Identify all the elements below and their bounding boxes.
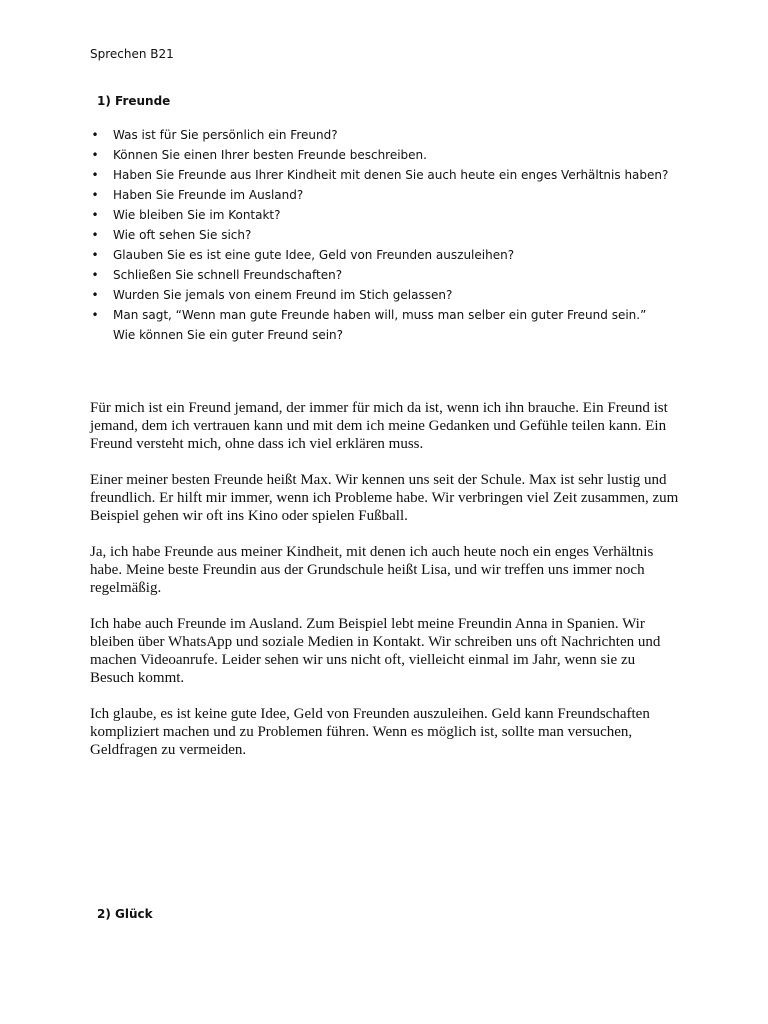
answer-paragraph: Ich habe auch Freunde im Ausland. Zum Beispiel lebt meine Freundin Anna in Spanien. Wir bleiben über WhatsApp und soziale Medien in Kontakt. Wir schreiben uns oft Nachrichten und machen Videoanrufe. Leider sehen wir uns nicht oft, vielleicht einmal im Jahr, wenn sie zu Besuch kommt. (90, 616, 661, 686)
question-item (90, 245, 670, 265)
question-item (90, 225, 670, 245)
bullet-icon: • (91, 188, 99, 202)
answer-paragraph: Für mich ist ein Freund jemand, der immer für mich da ist, wenn ich ihn brauche. Ein Freund ist jemand, dem ich vertrauen kann und mit dem ich meine Gedanken und Gefühle teilen kann. Ein Freund versteht mich, ohne dass ich viel erklären muss. (90, 400, 668, 452)
question-text: Was ist für Sie persönlich ein Freund? (113, 128, 338, 142)
question-text: Man sagt, “Wenn man gute Freunde haben will, muss man selber ein guter Freund sein.” Wie können Sie ein guter Freund sein? (113, 308, 647, 342)
question-item (90, 165, 670, 185)
bullet-icon: • (91, 168, 99, 182)
question-text: Wurden Sie jemals von einem Freund im Stich gelassen? (113, 288, 453, 302)
answer-paragraph: Ich glaube, es ist keine gute Idee, Geld von Freunden auszuleihen. Geld kann Freundschaften kompliziert machen und zu Problemen führen. Wenn es möglich ist, sollte man versuchen, Geldfragen zu vermeiden. (90, 706, 650, 758)
document-header: Sprechen B21 (90, 47, 174, 61)
question-item (90, 185, 670, 205)
bullet-icon: • (91, 148, 99, 162)
bullet-icon: • (91, 268, 99, 282)
question-item (90, 205, 670, 225)
section-title-glueck: 2) Glück (97, 907, 153, 921)
bullet-icon: • (91, 228, 99, 242)
bullet-icon: • (91, 208, 99, 222)
question-item (90, 265, 670, 285)
question-text: Schließen Sie schnell Freundschaften? (113, 268, 343, 282)
question-text: Haben Sie Freunde im Ausland? (113, 188, 304, 202)
question-item (90, 305, 670, 345)
question-item (90, 145, 670, 165)
answer-paragraph: Einer meiner besten Freunde heißt Max. Wir kennen uns seit der Schule. Max ist sehr lustig und freundlich. Er hilft mir immer, wenn ich Probleme habe. Wir verbringen viel Zeit zusammen, zum Beispiel gehen wir oft ins Kino oder spielen Fußball. (90, 472, 679, 524)
answer-body (90, 399, 680, 777)
question-text: Wie bleiben Sie im Kontakt? (113, 208, 281, 222)
question-item (90, 285, 670, 305)
bullet-icon: • (91, 308, 99, 322)
section-title-freunde: 1) Freunde (97, 94, 171, 108)
question-text: Glauben Sie es ist eine gute Idee, Geld von Freunden auszuleihen? (113, 248, 515, 262)
bullet-icon: • (91, 288, 99, 302)
answer-paragraph: Ja, ich habe Freunde aus meiner Kindheit, mit denen ich auch heute noch ein enges Verhältnis habe. Meine beste Freundin aus der Grundschule heißt Lisa, und wir treffen uns immer noch regelmäßig. (90, 544, 654, 596)
bullet-icon: • (91, 248, 99, 262)
question-text: Wie oft sehen Sie sich? (113, 228, 252, 242)
question-text: Haben Sie Freunde aus Ihrer Kindheit mit denen Sie auch heute ein enges Verhältnis haben? (113, 168, 669, 182)
question-text: Können Sie einen Ihrer besten Freunde beschreiben. (113, 148, 427, 162)
question-list (90, 125, 670, 345)
bullet-icon: • (91, 128, 99, 142)
question-item (90, 125, 670, 145)
